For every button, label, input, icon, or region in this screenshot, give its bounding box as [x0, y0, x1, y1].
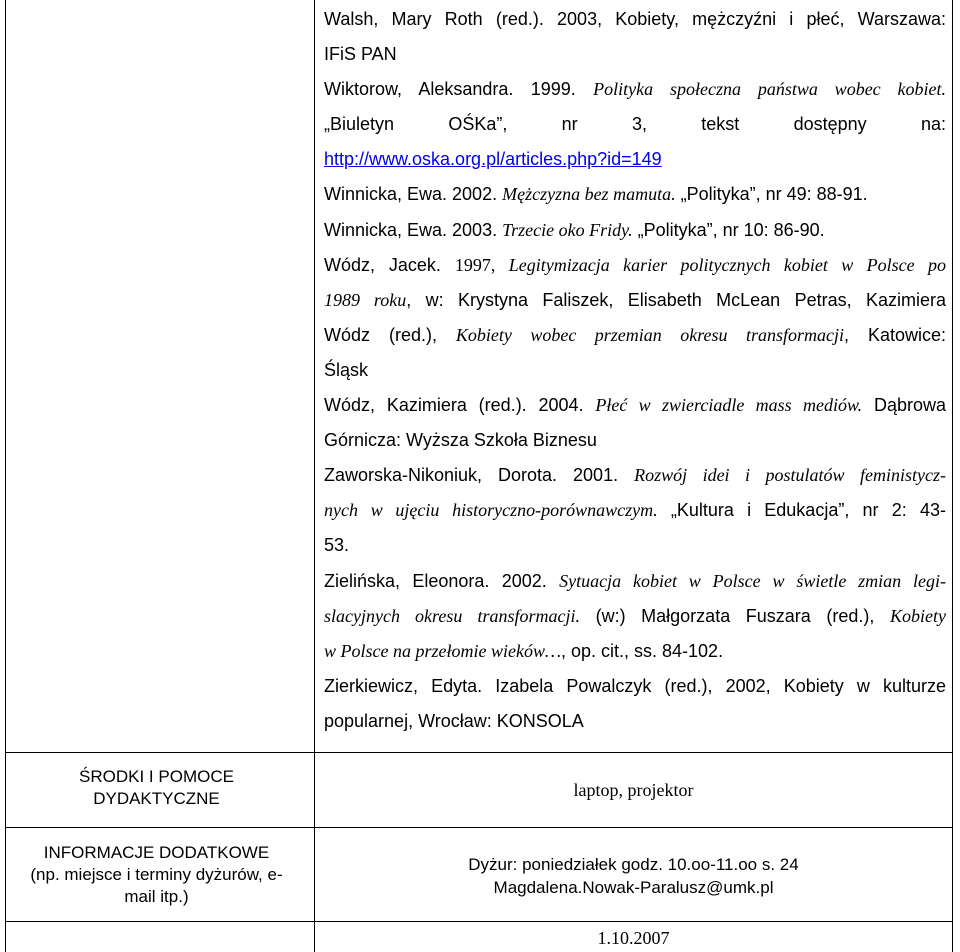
- bib-author: Wiktorow, Aleksandra. 1999.: [324, 79, 594, 100]
- bib-entry-wodz-kazimiera: [324, 388, 946, 458]
- bib-author: Wódz, Jacek.: [324, 254, 455, 275]
- bib-entry-zierkiewicz: [324, 669, 946, 739]
- informacje-value: [320, 853, 947, 899]
- bib-rest: , Katowice:: [844, 324, 947, 345]
- bib-title: Kobiety: [890, 605, 947, 626]
- bib-title: w Polsce na przełomie wieków…: [324, 640, 561, 661]
- label-line: (np. miejsce i terminy dyżurów, e-: [30, 865, 283, 884]
- bib-line: „Biuletyn OŚKa”, nr 3, tekst dostępny na:: [324, 114, 946, 135]
- bib-title: Płeć w zwierciadle mass mediów.: [595, 395, 863, 416]
- label-line: INFORMACJE DODATKOWE: [43, 843, 270, 862]
- bib-rest: „Polityka”, nr 49: 88-91.: [675, 184, 868, 205]
- bib-entry-zielinska: [324, 564, 946, 669]
- bib-rest: , op. cit., ss. 84-102.: [560, 640, 724, 661]
- bib-entry-walsh: [324, 2, 946, 72]
- bib-entry-winnicka-2003: [324, 213, 946, 248]
- table-border-right: [952, 0, 953, 952]
- bib-title: 1989 roku: [324, 289, 407, 310]
- bib-title: Sytuacja kobiet w Polsce w świetle zmian legi-: [559, 570, 946, 591]
- bib-rest: , w: Krystyna Faliszek, Elisabeth McLean Petras, Kazimiera: [406, 289, 946, 310]
- bib-line: Zierkiewicz, Edyta. Izabela Powalczyk (red.), 2002, Kobiety w kulturze: [324, 675, 946, 696]
- bib-rest: (w:) Małgorzata Fuszara (red.),: [579, 605, 891, 626]
- label-line: mail itp.): [124, 887, 189, 906]
- bib-rest: „Kultura i Edukacja”, nr 2: 43-: [657, 500, 947, 521]
- bib-line: 53.: [324, 535, 350, 556]
- bib-line: Śląsk: [324, 359, 369, 380]
- bib-entry-wiktorow: [324, 72, 946, 177]
- label-line: ŚRODKI I POMOCE: [79, 767, 234, 786]
- bib-title: Rozwój idei i postulatów feministycz-: [634, 465, 946, 486]
- bib-title: Kobiety wobec przemian okresu transformacji: [455, 324, 845, 345]
- row-divider-3: [5, 921, 953, 922]
- bibliography-list: [324, 2, 946, 739]
- bib-author: Zaworska-Nikoniuk, Dorota. 2001.: [324, 465, 635, 486]
- value-line: laptop, projektor: [573, 780, 694, 800]
- bib-line: popularnej, Wrocław: KONSOLA: [324, 710, 584, 731]
- bib-rest: Wódz (red.),: [324, 324, 456, 345]
- row-divider-2: [5, 827, 953, 828]
- date-value: [320, 927, 947, 950]
- bib-entry-zaworska: [324, 458, 946, 563]
- bib-author: Winnicka, Ewa. 2002.: [324, 184, 503, 205]
- table-column-divider: [314, 0, 315, 952]
- bib-title: nych w ujęciu historyczno-porównawczym.: [324, 500, 658, 521]
- informacje-label: [5, 842, 308, 908]
- bib-rest: „Polityka”, nr 10: 86-90.: [632, 219, 825, 240]
- bib-title: Mężczyzna bez mamuta.: [502, 184, 676, 205]
- bib-title: Legitymizacja karier politycznych kobiet w Polsce po: [508, 254, 947, 275]
- bib-title: slacyjnych okresu transformacji.: [324, 605, 580, 626]
- bib-title: Polityka społeczna państwa wobec kobiet.: [593, 79, 946, 100]
- bib-year: 1997,: [454, 254, 509, 275]
- srodki-label: [5, 766, 308, 810]
- email-address: Magdalena.Nowak-Paralusz@umk.pl: [493, 878, 774, 897]
- bib-author: Zielińska, Eleonora. 2002.: [324, 570, 560, 591]
- bib-author: Wódz, Kazimiera (red.). 2004.: [324, 395, 596, 416]
- bib-title: Trzecie oko Fridy.: [502, 219, 633, 240]
- document-date: 1.10.2007: [597, 928, 670, 948]
- value-line: Dyżur: poniedziałek godz. 10.oo-11.oo s. 24: [468, 855, 799, 874]
- bib-entry-winnicka-2002: [324, 177, 946, 212]
- bib-line: Górnicza: Wyższa Szkoła Biznesu: [324, 430, 597, 451]
- bib-line: Walsh, Mary Roth (red.). 2003, Kobiety, mężczyźni i płeć, Warszawa:: [324, 9, 946, 29]
- row-divider-1: [5, 752, 953, 753]
- bib-line: IFiS PAN: [324, 44, 397, 65]
- bib-rest: Dąbrowa: [862, 395, 946, 416]
- label-line: DYDAKTYCZNE: [93, 789, 220, 808]
- bib-author: Winnicka, Ewa. 2003.: [324, 219, 503, 240]
- bib-url-link[interactable]: http://www.oska.org.pl/articles.php?id=149: [324, 149, 662, 170]
- bib-entry-wodz-jacek: [324, 248, 946, 388]
- srodki-value: [320, 779, 947, 802]
